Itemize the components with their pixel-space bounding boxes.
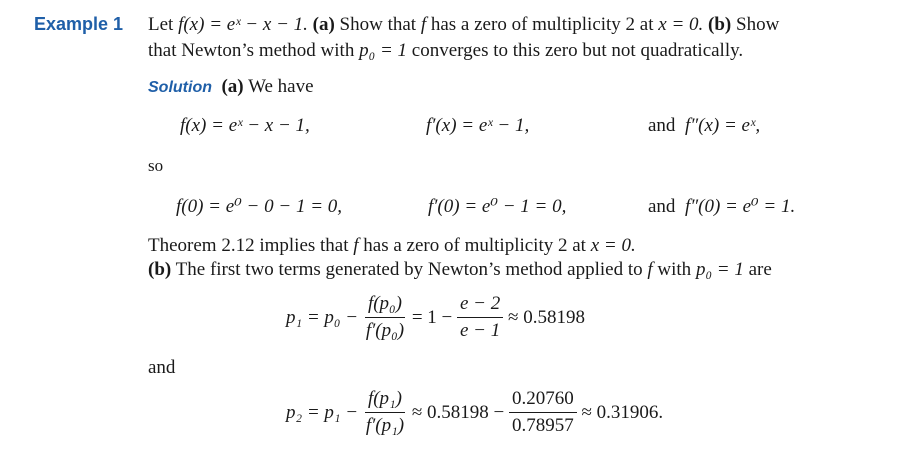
problem-line-2: that Newton’s method with p₀ = 1 converges to this zero but not quadratically. <box>148 40 744 61</box>
so-word: so <box>148 156 164 175</box>
theorem-line: Theorem 2.12 implies that f has a zero of multiplicity 2 at x = 0. <box>148 235 636 256</box>
solution-header: Solution (a) We have <box>148 76 314 97</box>
equation-fdoubleprime0: and f″(0) = e⁰ = 1. <box>648 196 796 217</box>
solution-label: Solution <box>148 79 212 96</box>
fraction-p2-newton: $\frac{\text{f(p₁)}}{\text{f′(p₁)}}$ <box>365 388 405 436</box>
equation-f: f(x) = eˣ − x − 1, <box>180 115 310 136</box>
f-definition: f(x) = eˣ − x − 1. <box>178 14 308 35</box>
part-b-line: (b) The first two terms generated by Newton’s method applied to f with p₀ = 1 are <box>148 259 772 280</box>
equation-p2: p₂ = p₁ − $\frac{\text{f(p₁)}}{\text{f′(p₁)}}$ ≈ 0.58198 − $\frac{0.20760}{0.78957}$ ≈ 0.31906. <box>286 388 664 436</box>
and-word: and <box>148 357 176 378</box>
equation-p1: p₁ = p₀ − $\frac{\text{f(p₀)}}{\text{f′(p₀)}}$ = 1 − $\frac{e - 2}{e - 1}$ ≈ 0.58198 <box>286 293 585 341</box>
fraction-p2-value: $\frac{0.20760}{0.78957}$ <box>509 388 577 437</box>
equation-fprime: f′(x) = eˣ − 1, <box>426 115 530 136</box>
example-label: Example 1 <box>34 14 124 34</box>
problem-line-1: Let f(x) = eˣ − x − 1. (a) Show that f has a zero of multiplicity 2 at x = 0. (b) Show <box>148 14 780 35</box>
equation-fdoubleprime: and f″(x) = eˣ, <box>648 115 761 136</box>
fraction-p1-newton: $\frac{\text{f(p₀)}}{\text{f′(p₀)}}$ <box>365 293 405 341</box>
equation-f0: f(0) = e⁰ − 0 − 1 = 0, <box>176 196 343 217</box>
equation-fprime0: f′(0) = e⁰ − 1 = 0, <box>428 196 567 217</box>
fraction-p1-value: $\frac{e - 2}{e - 1}$ <box>457 293 503 342</box>
